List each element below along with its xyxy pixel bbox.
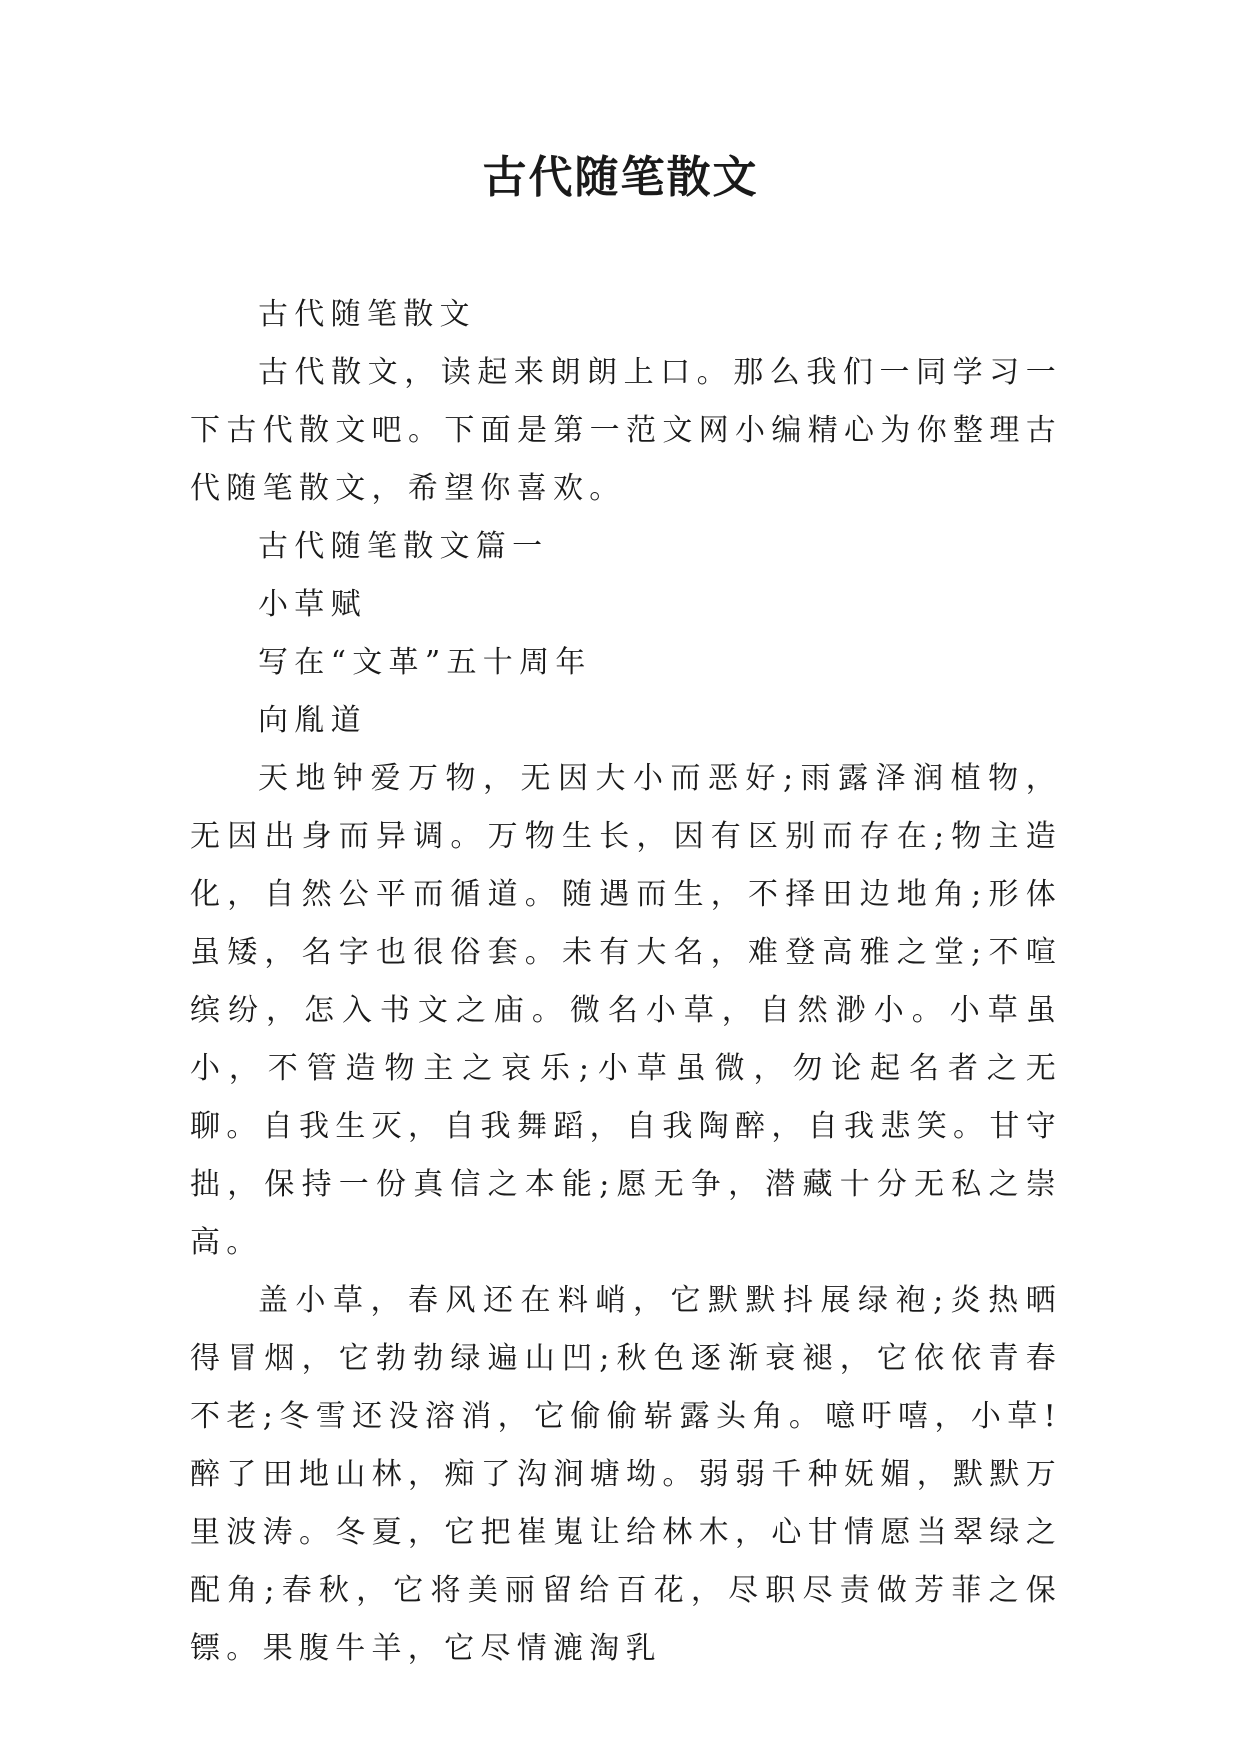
document-body bbox=[190, 286, 1062, 1678]
body-paragraph: 天地钟爱万物，无因大小而恶好;雨露泽润植物，无因出身而异调。万物生长，因有区别而存在;物主造化，自然公平而循道。随遇而生，不择田边地角;形体虽矮，名字也很俗套。未有大名，难登高雅之堂;不喧缤纷，怎入书文之庙。微名小草，自然渺小。小草虽小，不管造物主之哀乐;小草虽微，勿论起名者之无聊。自我生灭，自我舞蹈，自我陶醉，自我悲笑。甘守拙，保持一份真信之本能;愿无争，潜藏十分无私之崇高。 bbox=[190, 761, 1062, 1260]
poem-dedication: 写在“文革”五十周年 bbox=[258, 645, 592, 680]
subtitle-paragraph: 古代随笔散文 bbox=[258, 297, 476, 332]
poem-author: 向胤道 bbox=[258, 703, 367, 738]
body-paragraph: 盖小草，春风还在料峭，它默默抖展绿袍;炎热晒得冒烟，它勃勃绿遍山凹;秋色逐渐衰褪，它依依青春不老;冬雪还没溶消，它偷偷崭露头角。噫吁嘻，小草!醉了田地山林，痴了沟涧塘坳。弱弱千种妩媚，默默万里波涛。冬夏，它把崔嵬让给林木，心甘情愿当翠绿之配角;春秋，它将美丽留给百花，尽职尽责做芳菲之保镖。果腹牛羊，它尽情漉淘乳 bbox=[190, 1283, 1062, 1666]
section-heading: 古代随笔散文篇一 bbox=[258, 529, 549, 564]
intro-paragraph: 古代散文，读起来朗朗上口。那么我们一同学习一下古代散文吧。下面是第一范文网小编精心为你整理古代随笔散文，希望你喜欢。 bbox=[190, 355, 1062, 506]
document-title: 古代随笔散文 bbox=[482, 152, 759, 203]
poem-title: 小草赋 bbox=[258, 587, 367, 622]
